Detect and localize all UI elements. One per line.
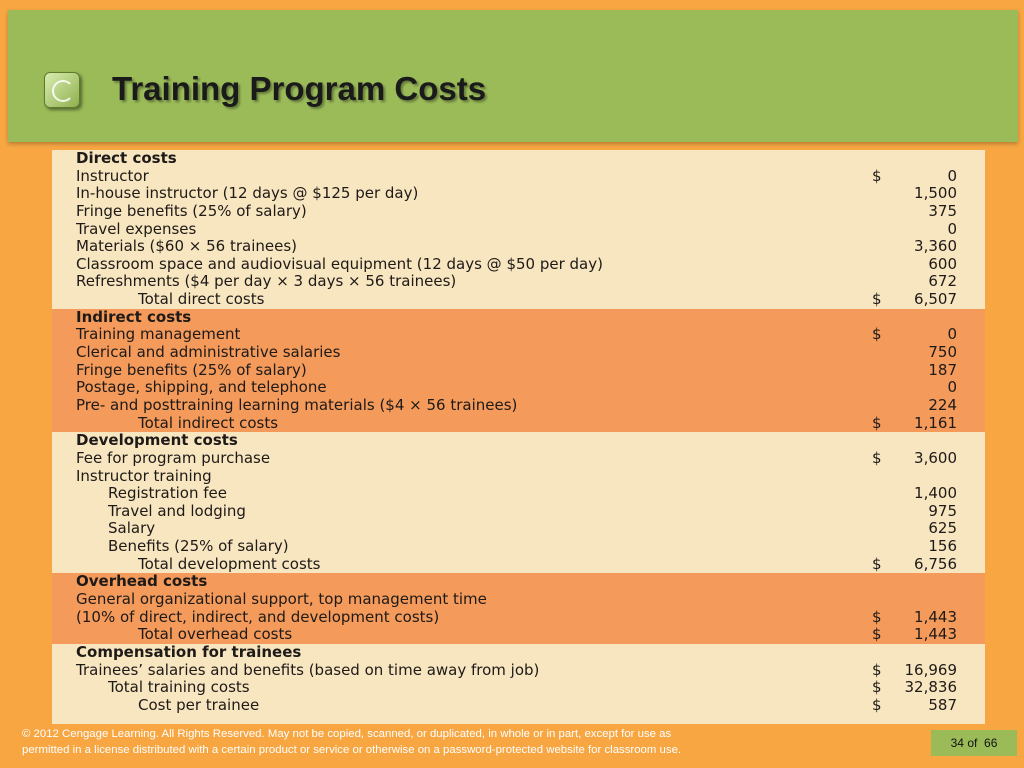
- cost-row: [52, 415, 985, 433]
- cost-value: 156: [928, 537, 957, 556]
- cost-label: Fringe benefits (25% of salary): [76, 201, 307, 220]
- cost-label: Trainees’ salaries and benefits (based on time away from job): [76, 660, 540, 679]
- cost-value: 224: [928, 395, 957, 414]
- cost-label: Total development costs: [138, 554, 321, 573]
- cost-label: Total training costs: [108, 678, 250, 697]
- page-total: 66: [984, 736, 998, 750]
- cost-value: 750: [928, 343, 957, 362]
- section-heading: Overhead costs: [76, 572, 208, 591]
- currency-symbol: $: [872, 554, 882, 573]
- cost-label: Pre- and posttraining learning materials ($4 × 56 trainees): [76, 395, 518, 414]
- cost-value: 32,836: [904, 678, 957, 697]
- currency-symbol: $: [872, 607, 882, 626]
- cost-label: In-house instructor (12 days @ $125 per day): [76, 184, 419, 203]
- cost-row: [52, 344, 985, 362]
- cost-value: 3,360: [914, 237, 957, 256]
- cost-value: 625: [928, 519, 957, 538]
- cost-row: [52, 203, 985, 221]
- section-heading-row: [52, 573, 985, 591]
- cost-label: Materials ($60 × 56 trainees): [76, 237, 298, 256]
- cost-row: [52, 662, 985, 680]
- cost-label: Salary: [108, 519, 156, 538]
- cost-label: Travel expenses: [76, 219, 197, 238]
- cost-value: 187: [928, 360, 957, 379]
- copyright-footer: [22, 726, 802, 758]
- cost-label: Clerical and administrative salaries: [76, 343, 341, 362]
- section-heading: Development costs: [76, 431, 238, 450]
- section-heading: Indirect costs: [76, 307, 192, 326]
- cost-label: Fee for program purchase: [76, 448, 271, 467]
- currency-symbol: $: [872, 290, 882, 309]
- page-number: [931, 730, 1017, 756]
- cost-label: Cost per trainee: [138, 695, 260, 714]
- cost-value: 6,507: [914, 290, 957, 309]
- cost-value: 0: [947, 378, 957, 397]
- cost-value: 0: [947, 325, 957, 344]
- slide-title: Training Program Costs: [112, 70, 487, 107]
- cost-row: [52, 362, 985, 380]
- cost-row: [52, 609, 985, 627]
- cost-value: 1,400: [914, 484, 957, 503]
- section-heading-row: [52, 432, 985, 450]
- cost-label: Instructor: [76, 166, 149, 185]
- cost-value: 0: [947, 219, 957, 238]
- cost-label: Classroom space and audiovisual equipment (12 days @ $50 per day): [76, 254, 603, 273]
- currency-symbol: $: [872, 413, 882, 432]
- cost-value: 975: [928, 501, 957, 520]
- cost-value: 6,756: [914, 554, 957, 573]
- cost-row: [52, 538, 985, 556]
- copyright-line-1: © 2012 Cengage Learning. All Rights Reserved. May not be copied, scanned, or duplicated, in whole or in part, except for use as: [22, 728, 672, 740]
- section-heading-row: [52, 309, 985, 327]
- cost-row: [52, 238, 985, 256]
- currency-symbol: $: [872, 325, 882, 344]
- section-heading: Compensation for trainees: [76, 642, 302, 661]
- cost-row: [52, 485, 985, 503]
- cost-value: 3,600: [914, 448, 957, 467]
- cost-row: [52, 168, 985, 186]
- cost-value: 672: [928, 272, 957, 291]
- cost-value: 1,161: [914, 413, 957, 432]
- cost-row: [52, 556, 985, 574]
- cost-value: 1,443: [914, 625, 957, 644]
- currency-symbol: $: [872, 678, 882, 697]
- currency-symbol: $: [872, 166, 882, 185]
- cost-row: [52, 520, 985, 538]
- cost-value: 1,500: [914, 184, 957, 203]
- cost-row: [52, 591, 985, 609]
- cost-label: Training management: [76, 325, 241, 344]
- cost-value: 587: [928, 695, 957, 714]
- cost-row: [52, 679, 985, 697]
- cost-row: [52, 273, 985, 291]
- cost-label: Total direct costs: [138, 290, 265, 309]
- cost-label: Travel and lodging: [108, 501, 246, 520]
- page-current: 34: [950, 736, 964, 750]
- currency-symbol: $: [872, 625, 882, 644]
- cost-row: [52, 326, 985, 344]
- cost-row: [52, 379, 985, 397]
- bullet-icon: [44, 72, 80, 108]
- cost-row: [52, 185, 985, 203]
- cost-value: 0: [947, 166, 957, 185]
- currency-symbol: $: [872, 448, 882, 467]
- cost-value: 600: [928, 254, 957, 273]
- page-of-label: of: [967, 736, 978, 750]
- currency-symbol: $: [872, 660, 882, 679]
- cost-row: [52, 221, 985, 239]
- cost-label: Total overhead costs: [138, 625, 293, 644]
- cost-row: [52, 626, 985, 644]
- cost-row: [52, 256, 985, 274]
- cost-label: Total indirect costs: [138, 413, 279, 432]
- cost-value: 375: [928, 201, 957, 220]
- section-heading: Direct costs: [76, 149, 177, 167]
- cost-row: [52, 697, 985, 715]
- slide-header: [8, 10, 1018, 142]
- cost-table: [52, 150, 985, 724]
- cost-row: [52, 450, 985, 468]
- cost-label: Registration fee: [108, 484, 227, 503]
- cost-label: Benefits (25% of salary): [108, 537, 289, 556]
- cost-label: General organizational support, top management time: [76, 590, 487, 609]
- copyright-line-2: permitted in a license distributed with a certain product or service or otherwise on a password-protected website for classroom use.: [22, 744, 682, 756]
- currency-symbol: $: [872, 695, 882, 714]
- cost-label: Instructor training: [76, 466, 212, 485]
- cost-row: [52, 468, 985, 486]
- cost-row: [52, 397, 985, 415]
- cost-label: Fringe benefits (25% of salary): [76, 360, 307, 379]
- section-heading-row: [52, 150, 985, 168]
- cost-label: (10% of direct, indirect, and development costs): [76, 607, 440, 626]
- cost-row: [52, 291, 985, 309]
- cost-label: Postage, shipping, and telephone: [76, 378, 327, 397]
- cost-label: Refreshments ($4 per day × 3 days × 56 trainees): [76, 272, 457, 291]
- cost-value: 1,443: [914, 607, 957, 626]
- section-heading-row: [52, 644, 985, 662]
- cost-row: [52, 503, 985, 521]
- cost-value: 16,969: [904, 660, 957, 679]
